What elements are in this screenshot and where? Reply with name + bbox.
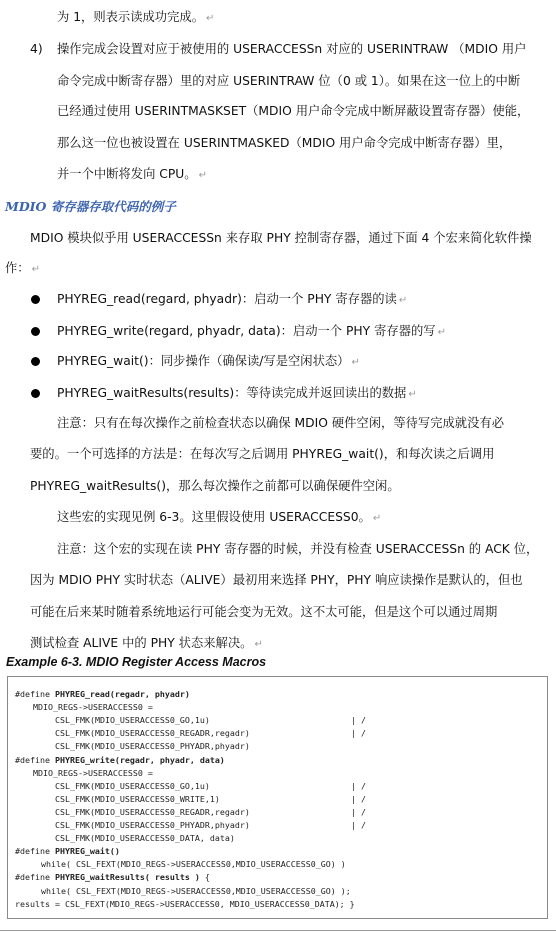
code-line xyxy=(41,859,346,869)
code-line xyxy=(55,781,210,791)
text-line xyxy=(57,72,552,90)
code-text: MDIO_REGS->USERACCESS0 = xyxy=(33,702,153,713)
code-line xyxy=(15,846,120,856)
text-line-content: 已经通过使用 USERINTMASKSET（MDIO 用户命令完成中断屏蔽设置寄存器）使能， xyxy=(57,104,530,118)
code-text: #define xyxy=(15,689,55,699)
code-text: CSL_FMK(MDIO_USERACCESS0_WRITE,1) xyxy=(55,793,220,804)
text-line-content: 注意：这个宏的实现在读 PHY 寄存器的时候，并没有检查 USERACCESSn 的 ACK 位， xyxy=(57,542,539,556)
example-title: Example 6-3. MDIO Register Access Macros xyxy=(6,655,267,669)
text-line xyxy=(57,508,552,528)
text-line xyxy=(57,414,552,432)
text-line xyxy=(57,165,552,185)
line-continuation: | / xyxy=(351,728,366,739)
paragraph-mark-icon: ↵ xyxy=(31,264,40,275)
text-line-content: 注意：只有在每次操作之前检查状态以确保 MDIO 硬件空闲，等待写完成就没有必 xyxy=(57,416,505,430)
text-line xyxy=(57,134,552,152)
text-line xyxy=(30,445,552,463)
code-line xyxy=(55,820,250,830)
code-text: results = CSL_FEXT(MDIO_REGS->USERACCESS0, MDIO_USERACCESS0_DATA); } xyxy=(15,898,355,909)
bullet-icon xyxy=(31,327,40,336)
text-line xyxy=(30,477,552,495)
text-line xyxy=(30,603,552,621)
code-text: while( CSL_FEXT(MDIO_REGS->USERACCESS0,MDIO_USERACCESS0_GO) ) xyxy=(41,859,346,870)
list-item-text: PHYREG_waitResults(results)：等待读完成并返回读出的数据 ↵ xyxy=(57,386,417,400)
code-listing xyxy=(7,676,548,919)
code-line xyxy=(55,715,210,725)
list-item-text: PHYREG_write(regard, phyadr, data)：启动一个 PHY 寄存器的写 ↵ xyxy=(57,324,446,338)
paragraph-mark-icon: ↵ xyxy=(206,13,215,24)
text-line-content: 作： xyxy=(5,261,30,275)
code-text: while( CSL_FEXT(MDIO_REGS->USERACCESS0,MDIO_USERACCESS0_GO) ); xyxy=(41,885,351,896)
code-line xyxy=(33,768,153,778)
text-line-content: MDIO 模块似乎用 USERACCESSn 来存取 PHY 控制寄存器，通过下面 4 个宏来简化软件操 xyxy=(30,231,532,245)
code-text: CSL_FMK(MDIO_USERACCESS0_PHYADR,phyadr) xyxy=(55,741,250,752)
code-line xyxy=(15,899,355,909)
paragraph-mark-icon: ↵ xyxy=(437,327,446,338)
text-line-content: 操作完成会设置对应于被使用的 USERACCESSn 对应的 USERINTRAW （MDIO 用户 xyxy=(57,42,527,56)
section-heading: MDIO 寄存器存取代码的例子 xyxy=(5,199,176,214)
code-line xyxy=(15,872,210,882)
macro-name: PHYREG_write(regadr, phyadr, data) xyxy=(54,754,225,765)
code-text: #define xyxy=(15,846,55,857)
code-line xyxy=(41,886,351,896)
code-text: CSL_FMK(MDIO_USERACCESS0_REGADR,regadr) xyxy=(55,806,250,817)
macro-name: PHYREG_wait() xyxy=(54,846,120,857)
code-text: #define xyxy=(15,872,55,883)
text-line xyxy=(57,8,552,28)
paragraph-mark-icon: ↵ xyxy=(398,295,408,306)
macro-name: PHYREG_read(regadr, phyadr) xyxy=(54,689,190,699)
line-continuation: | / xyxy=(351,820,366,830)
paragraph-mark-icon: ↵ xyxy=(198,170,207,181)
text-line-content: 因为 MDIO PHY 实时状态（ALIVE）最初用来选择 PHY，PHY 响应读操作是默认的，但也 xyxy=(30,573,523,587)
list-item-text: PHYREG_wait()：同步操作（确保读/写是空闲状态） ↵ xyxy=(57,354,360,368)
line-continuation: | / xyxy=(351,715,366,726)
paragraph-mark-icon: ↵ xyxy=(351,357,360,368)
text-line-content: 那么这一位也被设置在 USERINTMASKED（MDIO 用户命令完成中断寄存器）里， xyxy=(57,136,512,150)
code-line xyxy=(55,728,250,738)
text-line xyxy=(57,540,552,558)
code-text: CSL_FMK(MDIO_USERACCESS0_GO,1u) xyxy=(55,780,210,791)
text-line-content: 可能在后来某时随着系统地运行可能会变为无效。这不太可能，但是这个可以通过周期 xyxy=(30,605,498,619)
code-line xyxy=(55,741,250,751)
text-line xyxy=(30,634,552,654)
list-item-text: PHYREG_read(regard, phyadr)：启动一个 PHY 寄存器的读 ↵ xyxy=(57,292,408,306)
text-line xyxy=(57,40,552,58)
text-line-content: 这些宏的实现见例 6-3。这里假设使用 USERACCESS0。 xyxy=(57,510,371,524)
code-line xyxy=(15,755,225,765)
paragraph-mark-icon: ↵ xyxy=(372,513,382,524)
code-text: CSL_FMK(MDIO_USERACCESS0_DATA, data) xyxy=(55,833,235,844)
text-line-content: 并一个中断将发向 CPU。 xyxy=(57,167,197,181)
code-text: #define xyxy=(15,754,55,765)
code-text: { xyxy=(199,872,210,883)
page-divider xyxy=(0,930,556,931)
text-line-content: 4) xyxy=(30,42,43,56)
text-line xyxy=(57,102,552,120)
code-text: CSL_FMK(MDIO_USERACCESS0_GO,1u) xyxy=(55,715,210,726)
code-line xyxy=(55,833,235,843)
code-text: MDIO_REGS->USERACCESS0 = xyxy=(33,767,153,778)
code-text: CSL_FMK(MDIO_USERACCESS0_REGADR,regadr) xyxy=(55,728,250,739)
line-continuation: | / xyxy=(351,793,366,804)
text-line xyxy=(30,571,552,589)
paragraph-mark-icon: ↵ xyxy=(408,389,417,400)
text-line-content: 测试检查 ALIVE 中的 PHY 状态来解决。 xyxy=(30,636,253,650)
code-line xyxy=(33,702,153,712)
line-continuation: | / xyxy=(351,806,366,817)
code-text: CSL_FMK(MDIO_USERACCESS0_PHYADR,phyadr) xyxy=(55,820,250,830)
bullet-icon xyxy=(31,389,40,398)
macro-name: PHYREG_waitResults( results ) xyxy=(54,872,200,883)
bullet-icon xyxy=(31,357,40,366)
code-line xyxy=(15,689,190,699)
text-line xyxy=(30,229,552,247)
text-line-content: 要的。一个可选择的方法是：在每次写之后调用 PHYREG_wait()，和每次读之后调用 xyxy=(30,447,495,461)
text-line-content: PHYREG_waitResults()，那么每次操作之前都可以确保硬件空闲。 xyxy=(30,479,400,493)
text-line xyxy=(5,259,552,279)
line-continuation: | / xyxy=(351,780,366,791)
code-line xyxy=(55,794,220,804)
text-line-content: 为 1，则表示读成功完成。 xyxy=(57,10,204,24)
paragraph-mark-icon: ↵ xyxy=(254,639,263,650)
text-line-content: 命令完成中断寄存器）里的对应 USERINTRAW 位（0 或 1）。如果在这一位上的中断 xyxy=(57,74,521,88)
code-line xyxy=(55,807,250,817)
bullet-icon xyxy=(31,295,40,304)
